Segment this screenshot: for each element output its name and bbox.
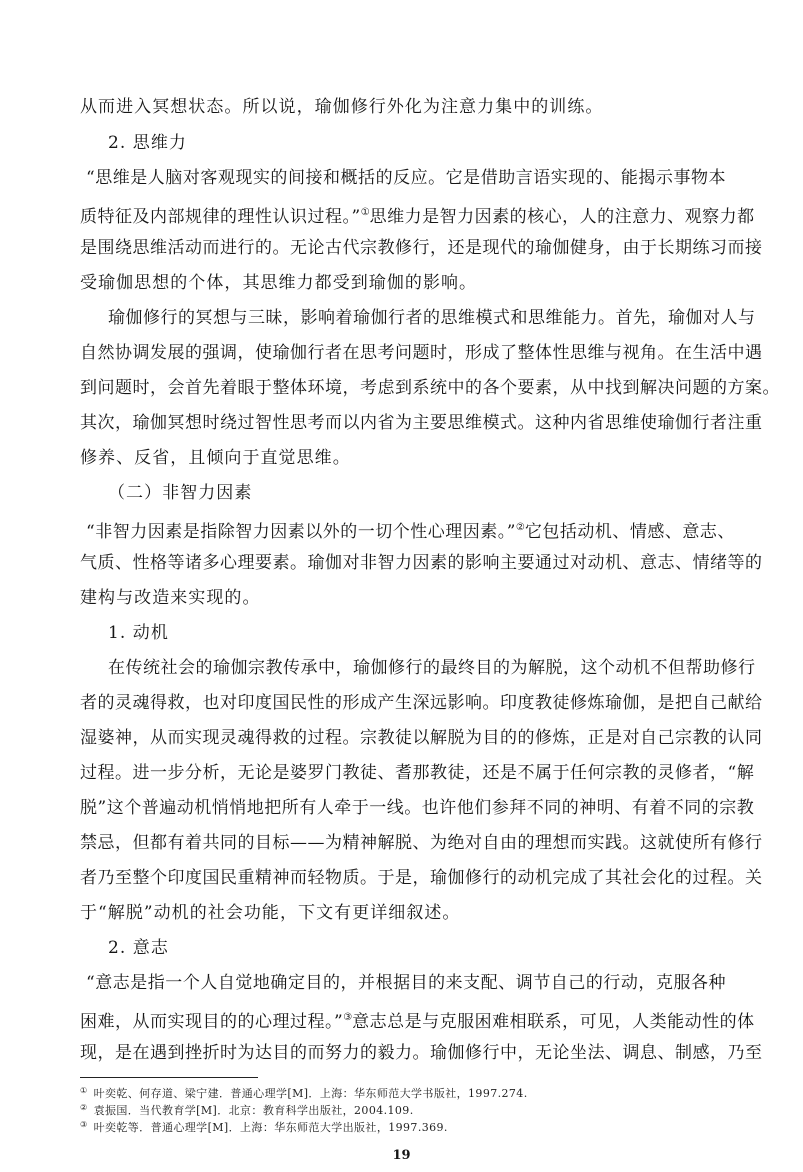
- body-text-line: 湿婆神，从而实现灵魂得救的过程。宗教徒以解脱为目的的修炼，正是对自己宗教的认同: [80, 728, 763, 748]
- footnote-ref-1: ①: [360, 207, 370, 218]
- footnote-3: ③ 叶奕乾等．普通心理学[M]．上海：华东师范大学出版社，1997.369.: [80, 1120, 448, 1134]
- body-text-line: 受瑜伽思想的个体，其思维力都受到瑜伽的影响。: [80, 273, 478, 293]
- body-text-line: “思维是人脑对客观现实的间接和概括的反应。它是借助言语实现的、能揭示事物本: [86, 168, 726, 188]
- body-text-line: 禁忌，但都有着共同的目标——为精神解脱、为绝对自由的理想而实践。这就使所有修行: [80, 833, 763, 853]
- body-text-line: 修养、反省，且倾向于直觉思维。: [80, 448, 351, 468]
- body-text-line: 质特征及内部规律的理性认识过程。”①思维力是智力因素的核心，人的注意力、观察力都: [80, 207, 755, 227]
- footnote-separator: [80, 1077, 258, 1078]
- footnote-ref-2: ②: [515, 522, 525, 533]
- body-text-line: 瑜伽修行的冥想与三昧，影响着瑜伽行者的思维模式和思维能力。首先，瑜伽对人与: [108, 308, 756, 328]
- footnote-1: ① 叶奕乾、何存道、梁宁建．普通心理学[M]．上海：华东师范大学书版社，1997.274.: [80, 1086, 528, 1100]
- body-text-line: 于“解脱”动机的社会功能，下文有更详细叙述。: [80, 903, 461, 923]
- body-text-line: 过程。进一步分析，无论是婆罗门教徒、耆那教徒，还是不属于任何宗教的灵修者，“解: [80, 763, 755, 783]
- section-heading-thinking: 2. 思维力: [108, 133, 187, 153]
- body-text-line: “意志是指一个人自觉地确定目的，并根据目的来支配、调节自己的行动，克服各种: [86, 973, 726, 993]
- body-text-line: 脱”这个普遍动机悄悄地把所有人牵于一线。也许他们参拜不同的神明、有着不同的宗教: [80, 798, 755, 818]
- footnote-ref-3: ③: [343, 1012, 353, 1023]
- section-heading-non-intellectual: （二）非智力因素: [108, 483, 253, 503]
- body-text-line: 困难，从而实现目的的心理过程。”③意志总是与克服困难相联系，可见，人类能动性的体: [80, 1012, 755, 1032]
- body-text-line: 者的灵魂得救，也对印度国民性的形成产生深远影响。印度教徒修炼瑜伽，是把自己献给: [80, 693, 763, 713]
- footnote-2: ② 袁振国．当代教育学[M]．北京：教育科学出版社，2004.109.: [80, 1103, 414, 1117]
- body-text-line: 在传统社会的瑜伽宗教传承中，瑜伽修行的最终目的为解脱，这个动机不但帮助修行: [108, 658, 756, 678]
- body-text-line: 其次，瑜伽冥想时绕过智性思考而以内省为主要思维模式。这种内省思维使瑜伽行者注重: [80, 413, 763, 433]
- body-text-line: 自然协调发展的强调，使瑜伽行者在思考问题时，形成了整体性思维与视角。在生活中遇: [80, 343, 763, 363]
- body-text-line: 气质、性格等诸多心理要素。瑜伽对非智力因素的影响主要通过对动机、意志、情绪等的: [80, 553, 763, 573]
- body-text-line: “非智力因素是指除智力因素以外的一切个性心理因素。”②它包括动机、情感、意志、: [86, 522, 735, 542]
- section-heading-will: 2. 意志: [108, 938, 169, 958]
- page-number: 19: [392, 1148, 411, 1163]
- body-text-line: 从而进入冥想状态。所以说，瑜伽修行外化为注意力集中的训练。: [80, 97, 604, 117]
- body-text-line: 建构与改造来实现的。: [80, 588, 261, 608]
- body-text-line: 者乃至整个印度国民重精神而轻物质。于是，瑜伽修行的动机完成了其社会化的过程。关: [80, 868, 763, 888]
- body-text-line: 现，是在遇到挫折时为达目的而努力的毅力。瑜伽修行中，无论坐法、调息、制感，乃至: [80, 1043, 763, 1063]
- section-heading-motivation: 1. 动机: [108, 623, 169, 643]
- body-text-line: 是围绕思维活动而进行的。无论古代宗教修行，还是现代的瑜伽健身，由于长期练习而接: [80, 238, 763, 258]
- body-text-line: 到问题时，会首先着眼于整体环境，考虑到系统中的各个要素，从中找到解决问题的方案。: [80, 378, 780, 398]
